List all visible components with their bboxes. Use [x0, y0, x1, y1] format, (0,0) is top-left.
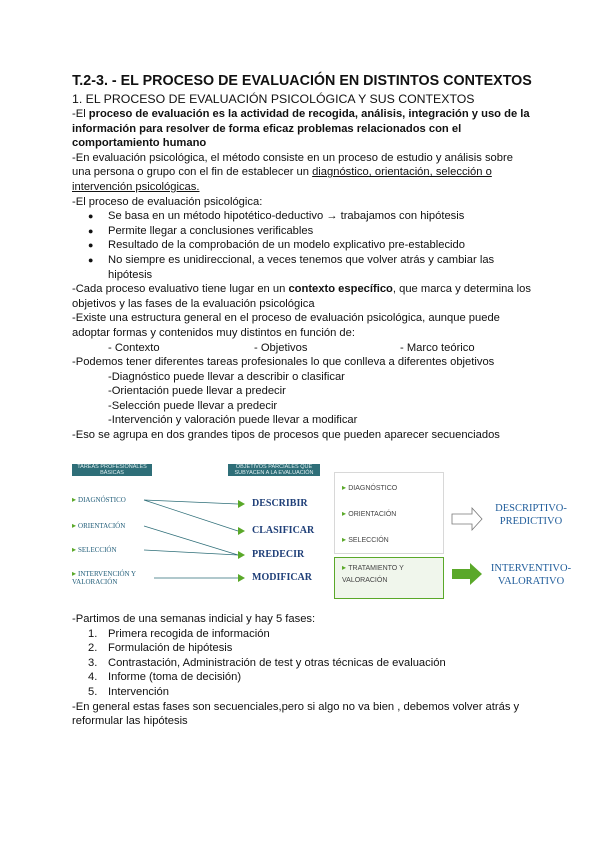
- task-line: -Orientación puede llevar a predecir: [108, 385, 286, 398]
- list-item: 5. Intervención: [88, 685, 169, 698]
- hollow-arrow-icon: [452, 508, 482, 530]
- list-item: 1. Primera recogida de información: [88, 627, 270, 640]
- factor-context: - Contexto: [108, 341, 160, 354]
- list-item: 2. Formulación de hipótesis: [88, 642, 233, 655]
- document-body-2: [72, 612, 532, 729]
- paragraph-structure: -Existe una estructura general en el proceso de evaluación psicológica, aunque puede adoptar formas y contenidos muy distintos en función de:: [72, 312, 500, 339]
- task-line: -Diagnóstico puede llevar a describir o clasificar: [108, 370, 345, 383]
- paragraph-method: -En evaluación psicológica, el método consiste en un proceso de estudio y análisis sobre una persona o grupo con el fin de establecer un diagnóstico, orientación, selección o intervención psicológicas.: [72, 151, 513, 193]
- list-item: 4. Informe (toma de decisión): [88, 671, 242, 684]
- figure-head-tasks: TAREAS PROFESIONALES BÁSICAS: [72, 464, 152, 476]
- process-figure: [72, 464, 592, 604]
- task-line: -Intervención y valoración puede llevar a modificar: [108, 414, 358, 427]
- document-body: [72, 72, 532, 443]
- fig-left-item: ▸ SELECCIÓN: [72, 545, 117, 554]
- paragraph-phases-intro: -Partimos de una semanas indicial y hay 5 fases:: [72, 613, 316, 625]
- green-arrow-icon: [452, 563, 482, 585]
- bullet-list: [72, 209, 532, 282]
- fig-mid-item: MODIFICAR: [252, 572, 312, 583]
- factors-row: [72, 341, 532, 356]
- outcome-interventive: INTERVENTIVO-VALORATIVO: [490, 563, 572, 587]
- box-item: ▸ SELECCIÓN: [342, 535, 389, 544]
- list-item: 3. Contrastación, Administración de test y otras técnicas de evaluación: [88, 656, 446, 669]
- paragraph-definition: -El proceso de evaluación es la actividad de recogida, análisis, integración y uso de la información para resolver de forma eficaz problemas relacionados con el comportamiento humano: [72, 108, 530, 150]
- paragraph-conclusion: -En general estas fases son secuenciales,pero si algo no va bien , debemos volver atrás y reformular las hipótesis: [72, 700, 520, 728]
- factor-theory: - Marco teórico: [400, 341, 475, 354]
- paragraph-grouping: -Eso se agrupa en dos grandes tipos de procesos que pueden aparecer secuenciados: [72, 429, 500, 442]
- fig-left-item: ▸ ORIENTACIÓN: [72, 521, 126, 530]
- box-item: ▸ TRATAMIENTO Y VALORACIÓN: [342, 563, 404, 584]
- box-item: ▸ DIAGNÓSTICO: [342, 483, 398, 492]
- factor-objectives: - Objetivos: [254, 341, 308, 354]
- fig-mid-item: DESCRIBIR: [252, 498, 308, 509]
- section-heading: 1. EL PROCESO DE EVALUACIÓN PSICOLÓGICA Y SUS CONTEXTOS: [72, 92, 475, 106]
- page-title: T.2-3. - EL PROCESO DE EVALUACIÓN EN DISTINTOS CONTEXTOS: [72, 73, 532, 89]
- paragraph-process-intro: -El proceso de evaluación psicológica:: [72, 195, 263, 208]
- fig-left-item: ▸ INTERVENCIÓN Y VALORACIÓN: [72, 569, 136, 586]
- fig-mid-item: PREDECIR: [252, 549, 305, 560]
- phase-list: [72, 627, 532, 700]
- figure-mid-arrows: [238, 500, 245, 582]
- list-item: ● No siempre es unidireccional, a veces tenemos que volver atrás y cambiar las hipótesis: [72, 253, 532, 282]
- box-item: ▸ ORIENTACIÓN: [342, 509, 397, 518]
- list-item: ● Se basa en un método hipotético-deductivo → trabajamos con hipótesis: [72, 209, 532, 224]
- list-item: ● Permite llegar a conclusiones verificables: [72, 224, 532, 239]
- fig-left-item: ▸ DIAGNÓSTICO: [72, 495, 126, 504]
- paragraph-tasks: -Podemos tener diferentes tareas profesionales lo que conlleva a diferentes objetivos: [72, 356, 495, 369]
- paragraph-context: -Cada proceso evaluativo tiene lugar en un contexto específico, que marca y determina los objetivos y las fases de la evaluación psicológica: [72, 283, 531, 310]
- list-item: ● Resultado de la comprobación de un modelo explicativo pre-establecido: [72, 238, 532, 253]
- outcome-descriptive: DESCRIPTIVO-PREDICTIVO: [495, 503, 567, 527]
- fig-mid-item: CLASIFICAR: [252, 525, 315, 536]
- task-line: -Selección puede llevar a predecir: [108, 399, 278, 412]
- figure-head-objectives: OBJETIVOS PARCIALES QUE SUBYACEN A LA EVALUACIÓN: [228, 464, 320, 476]
